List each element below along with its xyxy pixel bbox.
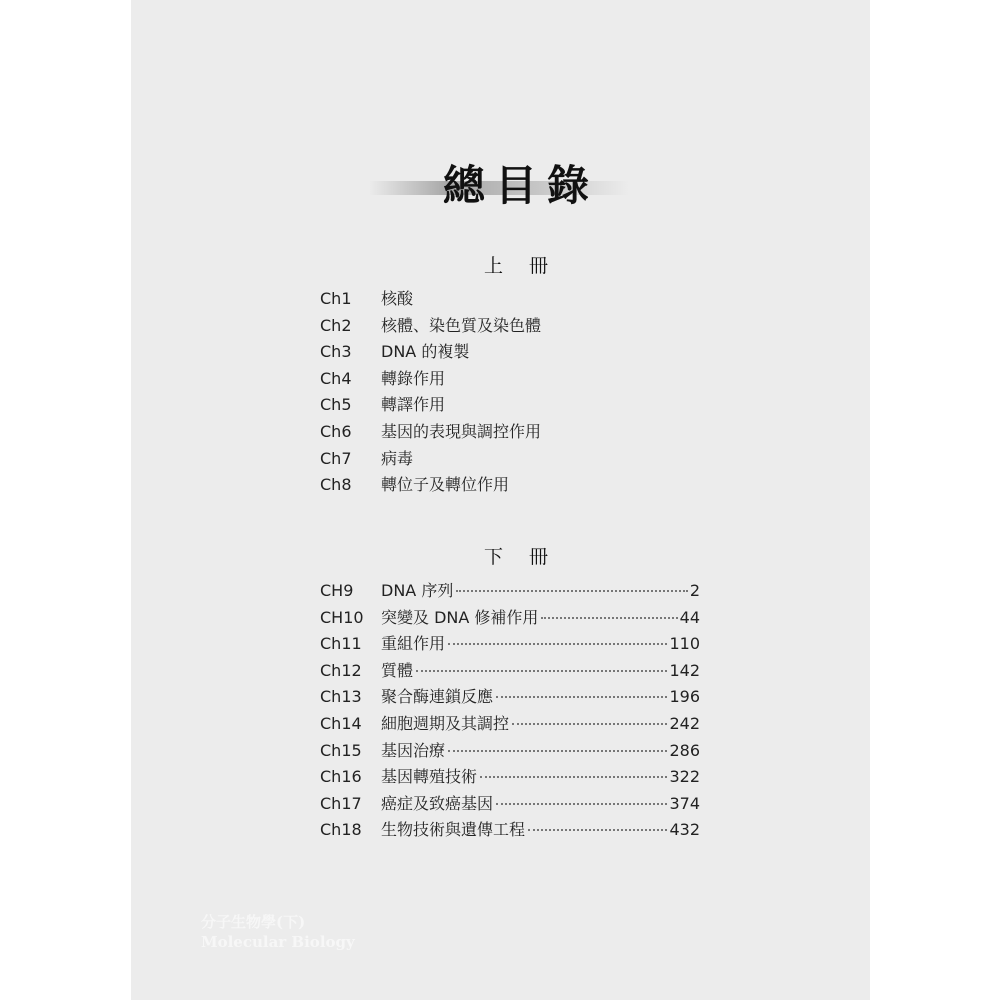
chapter-title: 細胞週期及其調控 xyxy=(381,713,510,733)
volume-lower-toc xyxy=(320,578,700,844)
dot-leader xyxy=(528,829,667,831)
chapter-number: Ch11 xyxy=(320,634,362,654)
chapter-title: 基因轉殖技術 xyxy=(381,767,478,787)
toc-entry[interactable] xyxy=(320,419,700,446)
dot-leader xyxy=(512,723,667,725)
dot-leader xyxy=(416,670,667,672)
toc-entry[interactable] xyxy=(320,446,700,473)
toc-entry[interactable] xyxy=(320,339,700,366)
toc-entry[interactable] xyxy=(320,366,700,393)
chapter-title: 核體、染色質及染色體 xyxy=(381,315,542,335)
page-number: 374 xyxy=(669,793,700,813)
book-page xyxy=(131,0,870,1000)
chapter-title: 基因治療 xyxy=(381,740,446,760)
page-number: 110 xyxy=(669,634,700,654)
toc-entry[interactable] xyxy=(320,631,700,658)
dot-leader xyxy=(496,696,667,698)
chapter-number: Ch12 xyxy=(320,660,362,680)
page-number: 2 xyxy=(689,581,700,600)
footer-english-title: Molecular Biology xyxy=(201,933,355,951)
toc-entry[interactable] xyxy=(320,605,700,632)
chapter-number: Ch18 xyxy=(320,820,362,840)
chapter-title: 重組作用 xyxy=(381,634,446,654)
toc-entry[interactable] xyxy=(320,817,700,844)
page-number: 242 xyxy=(669,713,700,733)
dot-leader xyxy=(448,750,667,752)
page-number: 44 xyxy=(679,607,700,627)
chapter-title: 病毒 xyxy=(381,448,414,468)
volume-lower-heading: 下 冊 xyxy=(483,546,559,568)
chapter-number: Ch8 xyxy=(320,475,352,495)
chapter-title: DNA 的複製 xyxy=(381,342,470,362)
chapter-number: Ch2 xyxy=(320,315,352,335)
chapter-title: 核酸 xyxy=(381,289,414,308)
toc-entry[interactable] xyxy=(320,472,700,499)
page-number: 196 xyxy=(669,687,700,707)
chapter-title: 突變及 DNA 修補作用 xyxy=(381,607,539,627)
chapter-title: 轉錄作用 xyxy=(381,368,446,388)
chapter-number: Ch3 xyxy=(320,342,352,362)
page-number: 286 xyxy=(669,740,700,760)
chapter-number: Ch15 xyxy=(320,740,362,760)
chapter-number: CH10 xyxy=(320,607,364,627)
chapter-title: 癌症及致癌基因 xyxy=(381,793,494,813)
chapter-title: 轉譯作用 xyxy=(381,395,446,415)
dot-leader xyxy=(448,643,667,645)
chapter-number: Ch7 xyxy=(320,448,352,468)
chapter-title: 轉位子及轉位作用 xyxy=(381,475,510,495)
chapter-title: 基因的表現與調控作用 xyxy=(381,421,542,441)
chapter-number: Ch5 xyxy=(320,395,352,415)
chapter-number: Ch13 xyxy=(320,687,362,707)
page-number: 142 xyxy=(669,660,700,680)
toc-entry[interactable] xyxy=(320,578,700,605)
chapter-number: Ch16 xyxy=(320,767,362,787)
toc-entry[interactable] xyxy=(320,791,700,818)
chapter-number: Ch4 xyxy=(320,368,352,388)
volume-upper-heading: 上 冊 xyxy=(483,255,559,277)
toc-entry[interactable] xyxy=(320,392,700,419)
toc-entry[interactable] xyxy=(320,764,700,791)
dot-leader xyxy=(541,617,677,619)
toc-entry[interactable] xyxy=(320,658,700,685)
volume-upper-toc xyxy=(320,286,700,499)
page-number: 322 xyxy=(669,767,700,787)
page-title: 總目錄 xyxy=(442,161,599,210)
toc-entry[interactable] xyxy=(320,286,700,313)
chapter-number: Ch1 xyxy=(320,289,352,308)
dot-leader xyxy=(496,803,667,805)
chapter-number: Ch14 xyxy=(320,713,362,733)
page-footer xyxy=(201,912,355,952)
dot-leader xyxy=(456,590,687,592)
toc-entry[interactable] xyxy=(320,313,700,340)
toc-entry[interactable] xyxy=(320,711,700,738)
chapter-title: 質體 xyxy=(381,660,414,680)
page-number: 432 xyxy=(669,820,700,840)
chapter-number: Ch6 xyxy=(320,421,352,441)
chapter-title: 生物技術與遺傳工程 xyxy=(381,820,526,840)
chapter-title: 聚合酶連鎖反應 xyxy=(381,687,494,707)
chapter-number: CH9 xyxy=(320,581,354,600)
footer-book-title: 分子生物學(下) xyxy=(201,913,306,931)
toc-entry[interactable] xyxy=(320,684,700,711)
dot-leader xyxy=(480,776,667,778)
chapter-title: DNA 序列 xyxy=(381,581,454,600)
chapter-number: Ch17 xyxy=(320,793,362,813)
toc-entry[interactable] xyxy=(320,738,700,765)
